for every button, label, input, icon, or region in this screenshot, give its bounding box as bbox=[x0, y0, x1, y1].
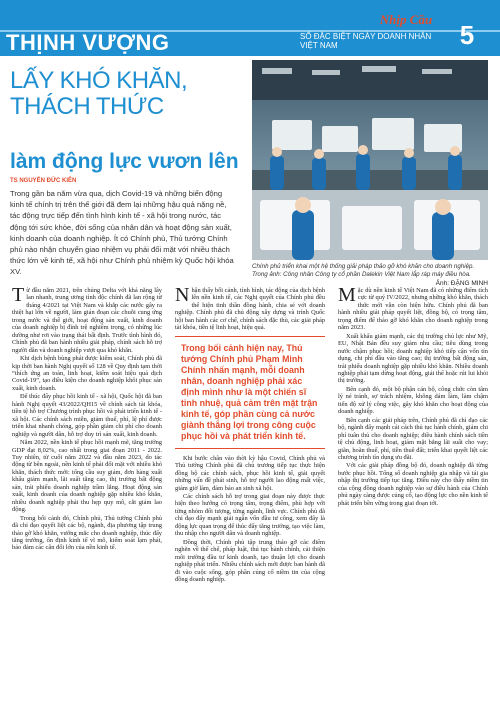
article-column-2 bbox=[175, 284, 325, 715]
headline bbox=[10, 68, 240, 120]
dropcap: M bbox=[338, 284, 356, 306]
article-column-1 bbox=[12, 284, 162, 715]
photo-credit: Ảnh: ĐẶNG MINH bbox=[435, 280, 488, 287]
paragraph: Để thúc đẩy phục hồi kinh tế - xã hội, Quốc hội đã ban hành Nghị quyết 43/2022/QH15 về chính sách tài khóa, tiền tệ hỗ trợ Chương trình phục hồi và phát triển kinh tế - xã hội. Các chính sách miễn, giảm thuế, phí, lệ phí được triển khai nhanh chóng, góp phần giảm chi phí cho doanh nghiệp và người dân, hỗ trợ duy trì sản xuất, kinh doanh. bbox=[12, 393, 162, 438]
photo-caption: Chính phủ triển khai một hệ thống giải pháp thảo gỡ khó khăn cho doanh nghiệp. Trong ảnh: Công nhân Công ty cổ phần Dalekin Việt Nam lắp ráp máy điều hòa. bbox=[252, 263, 475, 278]
headline-line-1: LẤY KHÓ KHĂN, bbox=[10, 67, 188, 94]
paragraph: Trong bối cảnh đó, Chính phủ, Thủ tướng Chính phủ đã chỉ đạo quyết liệt các bộ, ngành, địa phương tập trung tháo gỡ khó khăn, vướng mắc cho doanh nghiệp, thúc đẩy tăng trưởng, ổn định kinh tế vĩ mô, kiểm soát lạm phát, bảo đảm các cân đối lớn của nền kinh tế. bbox=[12, 514, 162, 552]
author-byline: TS NGUYỄN ĐỨC KIÊN bbox=[10, 178, 77, 184]
paragraph bbox=[175, 284, 325, 332]
paragraph: Khi dịch bệnh bùng phát được kiểm soát, Chính phủ đã kịp thời ban hành Nghị quyết số 128 về Quy định tạm thời “thích ứng an toàn, linh hoạt, kiểm soát hiệu quả dịch Covid-19”, tạo điều kiện cho doanh nghiệp khôi phục sản xuất, kinh doanh. bbox=[12, 355, 162, 392]
headline-subline: làm động lực vươn lên bbox=[10, 150, 239, 173]
dropcap: T bbox=[12, 284, 25, 306]
paragraph-text: hận thấy bối cảnh, tình hình, tác động của dịch bệnh lên nền kinh tế, các Nghị quyết của Chính phủ đều thể hiện tinh thần đồng hành, chia sẻ với doanh nghiệp. Chính phủ đã chủ động xây dựng và trình Quốc hội ban hành các cơ chế, chính sách đặc thù, các giải pháp tài khóa, tiền tệ linh hoạt, hiệu quả. bbox=[175, 287, 325, 332]
paragraph: Bên cạnh các giải pháp trên, Chính phủ đã chỉ đạo các bộ, ngành đẩy mạnh cải cách thủ tục hành chính, giảm chi phí tuân thủ cho doanh nghiệp; điều hành chính sách tiền tệ chủ động, linh hoạt, giảm mặt bằng lãi suất cho vay; giãn, hoãn thuế, phí, tiền thuê đất; triển khai quyết liệt các chương trình tín dụng ưu đãi. bbox=[338, 416, 488, 461]
paragraph: Năm 2022, nền kinh tế phục hồi mạnh mẽ, tăng trưởng GDP đạt 8,02%, cao nhất trong giai đoạn 2011 - 2022. Tuy nhiên, từ cuối năm 2022 và đầu năm 2023, do tác động từ bên ngoài, nền kinh tế phải đối mặt với nhiều khó khăn, thách thức mới: tổng cầu suy giảm, đơn hàng xuất khẩu giảm mạnh, lãi suất tăng cao, thị trường bất động sản, trái phiếu doanh nghiệp trầm lắng. Hoạt động sản xuất, kinh doanh của doanh nghiệp gặp nhiều khó khăn, nhiều doanh nghiệp phải thu hẹp quy mô, cắt giảm lao động. bbox=[12, 439, 162, 514]
paragraph: Các chính sách hỗ trợ trong giai đoạn này được thực hiện theo hướng có trọng tâm, trọng điểm, phù hợp với từng nhóm đối tượng, từng ngành, lĩnh vực. Chính phủ đã chỉ đạo đẩy mạnh giải ngân vốn đầu tư công, xem đây là động lực quan trọng để thúc đẩy tăng trưởng, tạo việc làm, thu nhập cho người dân và doanh nghiệp. bbox=[175, 492, 325, 538]
factory-photo bbox=[252, 60, 488, 260]
paragraph bbox=[338, 284, 488, 332]
article-column-3 bbox=[338, 284, 488, 715]
dropcap: N bbox=[175, 284, 190, 306]
paragraph: Bên cạnh đó, một bộ phận cán bộ, công chức còn tâm lý né tránh, sợ trách nhiệm, không dám làm, làm chậm tiến độ xử lý công việc, gây khó khăn cho hoạt động của doanh nghiệp. bbox=[338, 385, 488, 416]
magazine-logo: Nhịp Cầu bbox=[379, 12, 433, 27]
paragraph-text: ừ đầu năm 2021, trên chủng Delta với khả năng lây lan nhanh, trung ương tỉnh độc chính đã lan rộng từ tháng 4/2021 tại Việt Nam và khắp các nước gây ra thiệt hại lớn về người, làm gián đoạn các chuỗi cung ứng trong nước và thế giới, hoạt động sản xuất, kinh doanh của doanh nghiệp bị đình trệ nghiêm trọng, có những lúc dường như rơi vào trạng thái bất định. Trước tình hình đó, Chính phủ đã ban hành nhiều giải pháp, chính sách hỗ trợ người dân và doanh nghiệp vượt qua khó khăn. bbox=[12, 287, 162, 354]
issue-title: SỐ ĐẶC BIỆT NGÀY DOANH NHÂN VIỆT NAM bbox=[300, 32, 432, 50]
paragraph: Đồng thời, Chính phủ tập trung tháo gỡ các điểm nghẽn về thể chế, pháp luật, thủ tục hành chính, cải thiện môi trường đầu tư kinh doanh, tạo thuận lợi cho doanh nghiệp phát triển. Nhiều chính sách mới được ban hành đã đi vào cuộc sống, góp phần củng cố niềm tin của cộng đồng doanh nghiệp. bbox=[175, 538, 325, 583]
article-lead: Trong gần ba năm vừa qua, dịch Covid-19 và những biến động kinh tế chính trị trên thế giới đã đem lại những hậu quả nặng nề, tác động trực tiếp đến tình hình kinh tế - xã hội trong nước, tác động tới sức khỏe, đời sống của nhân dân và hoạt động sản xuất, kinh doanh của doanh nghiệp. Ít có Chính phủ, Thủ tướng Chính phủ nào nhận chuyển giao nhiệm vụ phải đối mặt với nhiều thách thức lớn về kinh tế, xã hội như Chính phủ nhiệm kỳ Quốc hội khóa XV. bbox=[10, 189, 234, 277]
paragraph bbox=[12, 284, 162, 354]
paragraph: Với các giải pháp đồng bộ đó, doanh nghiệp đã từng bước phục hồi. Tổng số doanh nghiệp gia nhập và tái gia nhập thị trường tiếp tục tăng. Điều này cho thấy niềm tin của cộng đồng doanh nghiệp vào sự điều hành của Chính phủ ngày càng được củng cố, tạo động lực cho nền kinh tế phát triển bền vững trong giai đoạn tới. bbox=[338, 462, 488, 507]
factory-photo-illustration bbox=[252, 60, 488, 260]
headline-line-2: THÁCH THỨC bbox=[10, 93, 164, 120]
section-label: THỊNH VƯỢNG bbox=[6, 30, 170, 55]
paragraph-text: ặc dù nền kinh tế Việt Nam đã có những điểm tích cực từ quý IV/2022, nhưng những khó khăn, thách thức mới vẫn còn hiện hữu. Chính phủ đã ban hành nhiều giải pháp quyết liệt, đồng bộ, có trọng tâm, trọng điểm để tháo gỡ khó khăn cho doanh nghiệp trong năm 2023. bbox=[338, 287, 488, 332]
paragraph: Xuất khẩu giảm mạnh, các thị trường chủ lực như Mỹ, EU, Nhật Bản đều suy giảm nhu cầu; tiêu dùng trong nước chậm phục hồi; doanh nghiệp khó tiếp cận vốn tín dụng, chi phí đầu vào tăng cao; thị trường bất động sản, trái phiếu doanh nghiệp gặp nhiều khó khăn. Nhiều doanh nghiệp phải tạm dừng hoạt động, giải thể hoặc rút lui khỏi thị trường. bbox=[338, 332, 488, 385]
paragraph: Khi bước chân vào thời kỳ hậu Covid, Chính phủ và Thủ tướng Chính phủ đã chủ trương tiếp tục thực hiện đồng bộ các chính sách, phục hồi kinh tế, giải quyết những vấn đề phát sinh, hỗ trợ người lao động mất việc, giảm giờ làm, đảm bảo an sinh xã hội. bbox=[175, 454, 325, 492]
page-number: 5 bbox=[459, 20, 475, 50]
pull-quote: Trong bối cảnh hiện nay, Thủ tướng Chính phủ Phạm Minh Chính nhấn mạnh, mỗi doanh nhân, doanh nghiệp phải xác định mình như là một chiến sĩ tinh nhuệ, quả cảm trên mặt trận kinh tế, góp phần cùng cả nước giành thắng lợi trong công cuộc phục hồi và phát triển kinh tế. bbox=[175, 336, 325, 449]
